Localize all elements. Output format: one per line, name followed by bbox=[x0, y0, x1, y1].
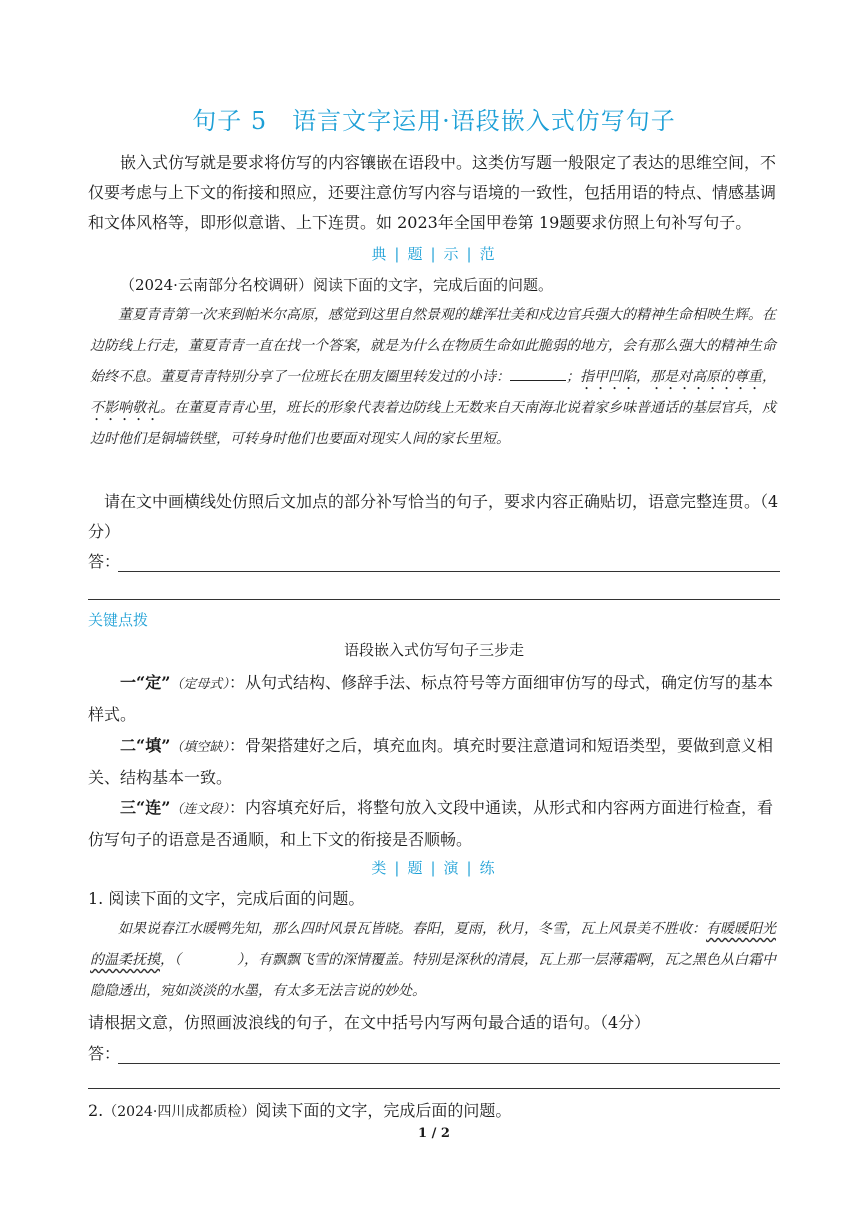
passage-text: 董夏青青第一次来到帕米尔高原，感觉到这里自然景观的雄浑壮美和戍边官兵强大的精神生命相映生辉。在边防线上行走，董夏青青一直在找一个答案，就是为什么在物质生命如此脆弱的地方，会有那么强大的精神生命始终不息。董夏青青特别分享了一位班长在朋友圈里转发过的小诗： bbox=[90, 307, 776, 385]
example-answer-row[interactable] bbox=[88, 548, 780, 576]
q1-passage bbox=[90, 914, 780, 1007]
example-source: （2024·云南部分名校调研）阅读下面的文字，完成后面的问题。 bbox=[120, 276, 553, 294]
section-char: 题 bbox=[407, 245, 425, 263]
step-text: ：骨架搭建好之后，填充血肉。填充时要注意遣词和短语类型，要做到意义相关、结构基本一致。 bbox=[88, 736, 773, 787]
steps-title: 语段嵌入式仿写句子三步走 bbox=[343, 641, 524, 659]
q2-source: （2024·四川成都质检） bbox=[103, 1104, 256, 1120]
keypoint-label: 关键点拨 bbox=[88, 611, 149, 629]
q1-question: 请根据文意，仿照画波浪线的句子，在文中括号内写两句最合适的语句。（4分） bbox=[88, 1013, 651, 1032]
answer-line[interactable] bbox=[118, 571, 780, 572]
step-head: 二“填” bbox=[120, 736, 171, 755]
step-2 bbox=[88, 731, 780, 793]
intro-paragraph: 嵌入式仿写就是要求将仿写的内容镶嵌在语段中。这类仿写题一般限定了表达的思维空间，不仅要考虑与上下文的衔接和照应，还要注意仿写内容与语境的一致性，包括用语的特点、情感基调和文体风格等，即形似意谐、上下连贯。如 2023年全国甲卷第 19题要求仿照上句补写句子。 bbox=[88, 153, 777, 232]
page-number: 1 / 2 bbox=[418, 1126, 450, 1141]
q2-stem bbox=[88, 1096, 780, 1127]
section-char: 类 bbox=[371, 859, 389, 877]
answer-label: 答： bbox=[88, 552, 121, 571]
example-passage: 董夏青青第一次来到帕米尔高原，感觉到这里自然景观的雄浑壮美和戍边官兵强大的精神生命相映生辉。在边防线上行走，董夏青青一直在找一个答案，就是为什么在物质生命如此脆弱的地方，会有那么强大的精神生命始终不息。董夏青青特别分享了一位班长在朋友圈里转发过的小诗： ；指甲凹陷，那是对高原的尊重，不影响敬礼。在董夏青青心里，班长的形象代表着边防线上无数来自天南海北说着家乡味普通话的基层官兵，戍边时他们是铜墙铁壁，可转身时他们也要面对现实人间的家长里短。 bbox=[90, 307, 776, 447]
step-3 bbox=[88, 793, 780, 855]
wavy-sentence: 有暖暖阳光的温柔抚摸 bbox=[90, 921, 776, 968]
example-section-label: 典 | 题 | 示 | 范 bbox=[371, 245, 497, 263]
section-char: 典 bbox=[371, 245, 389, 263]
q2-number: 2. bbox=[88, 1101, 104, 1120]
section-char: 题 bbox=[407, 859, 425, 877]
dotted-sentence: 指甲凹陷，那是对高原的尊重，不影响敬礼 bbox=[90, 369, 776, 416]
q1-answer-row[interactable] bbox=[88, 1040, 780, 1068]
passage-text: 有飘飘飞雪的深情覆盖 bbox=[258, 952, 398, 968]
step-head: 三“连” bbox=[120, 798, 171, 817]
step-head: 一“定” bbox=[120, 673, 171, 692]
step-note: （定母式） bbox=[170, 677, 229, 692]
q1-stem: 1. 阅读下面的文字，完成后面的问题。 bbox=[88, 889, 365, 908]
fill-blank[interactable] bbox=[510, 366, 566, 381]
section-char: 范 bbox=[479, 245, 497, 263]
step-note: （填空缺） bbox=[170, 740, 229, 755]
step-text: ：从句式结构、修辞手法、标点符号等方面细审仿写的母式，确定仿写的基本样式。 bbox=[88, 673, 773, 724]
section-char: 示 bbox=[443, 245, 461, 263]
step-text: ：内容填充好后，将整句放入文段中通读，从形式和内容两方面进行检查，看仿写句子的语意是否通顺，和上下文的衔接是否顺畅。 bbox=[88, 798, 773, 849]
passage-text[interactable]: ，（ ）， bbox=[160, 952, 258, 968]
page-title: 句子 5 语言文字运用·语段嵌入式仿写句子 bbox=[192, 107, 676, 135]
step-note: （连文段） bbox=[170, 802, 229, 817]
passage-text: 。在董夏青青心里，班长的形象代表着边防线上无数来自天南海北说着家乡味普通话的基层官兵，戍边时他们是铜墙铁壁，可转身时他们也要面对现实人间的家长里短。 bbox=[90, 400, 776, 447]
practice-section-label: 类 | 题 | 演 | 练 bbox=[371, 859, 497, 877]
q2-text: 阅读下面的文字，完成后面的问题。 bbox=[255, 1101, 512, 1120]
section-char: 演 bbox=[443, 859, 461, 877]
section-char: 练 bbox=[479, 859, 497, 877]
divider bbox=[88, 599, 780, 600]
passage-text: 如果说春江水暖鸭先知，那么四时风景瓦皆晓。春阳，夏雨，秋月，冬雪，瓦上风景美不胜收： bbox=[118, 921, 706, 937]
divider bbox=[88, 1088, 780, 1089]
answer-line[interactable] bbox=[118, 1063, 780, 1064]
step-1 bbox=[88, 668, 780, 730]
answer-label: 答： bbox=[88, 1044, 121, 1063]
passage-text: 。特别是深秋的清晨，瓦上那一层薄霜啊，瓦之黑色从白霜中隐隐透出，宛如淡淡的水墨，有太多无法言说的妙处。 bbox=[90, 952, 776, 999]
example-question: 请在文中画横线处仿照后文加点的部分补写恰当的句子，要求内容正确贴切，语意完整连贯。（4分） bbox=[88, 492, 779, 541]
